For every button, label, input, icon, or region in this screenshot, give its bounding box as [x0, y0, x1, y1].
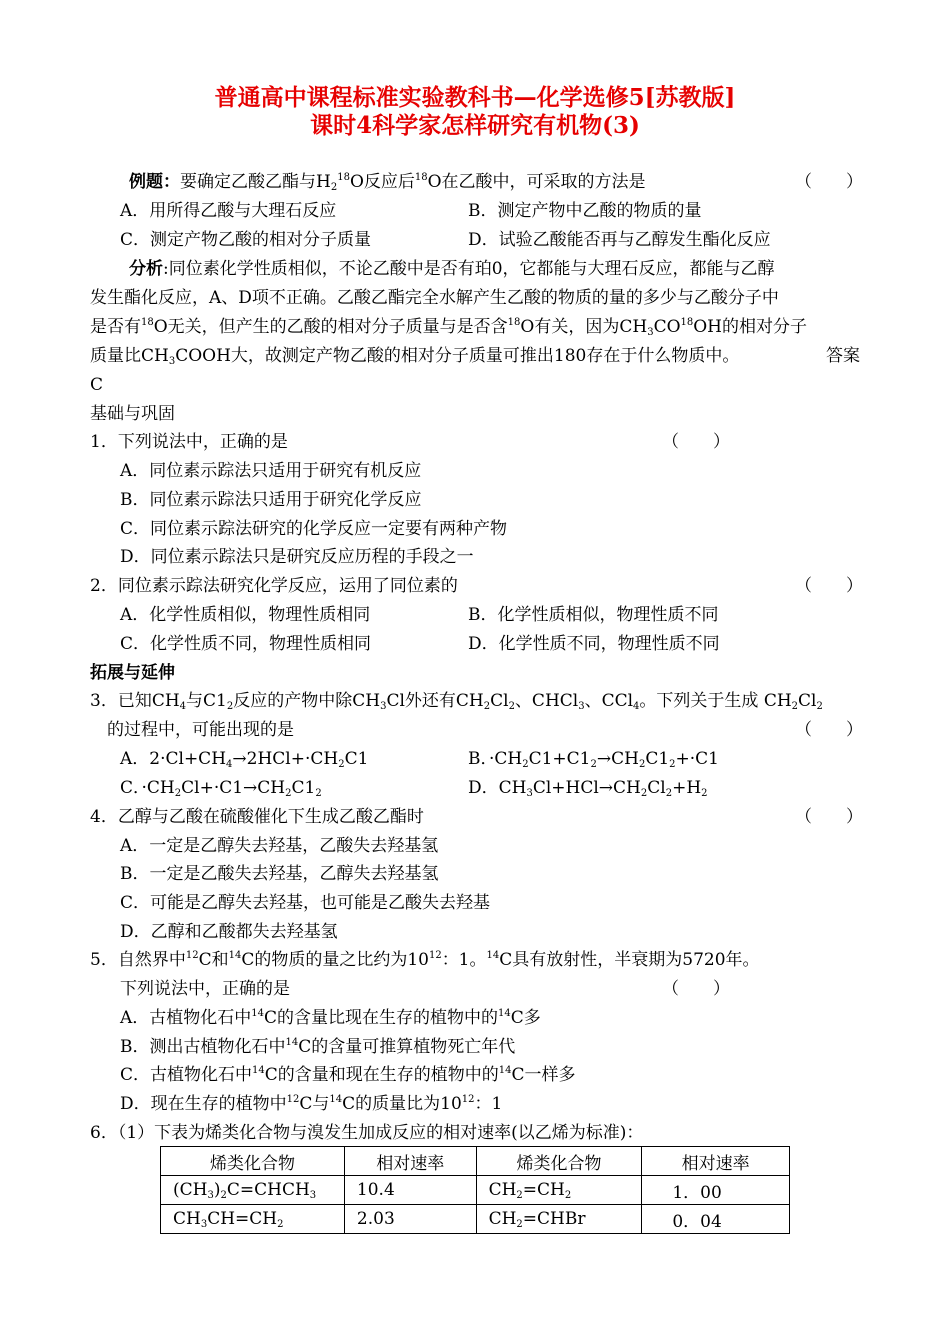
table-cell: $(CH_3)_2C=CHCH_3$ — [161, 1176, 345, 1205]
q3-option-a: A．$2\cdot Cl+CH_4\to 2HCl+\cdot CH_2C1$ — [120, 749, 369, 770]
q5-answer-paren[interactable]: （ ） — [662, 979, 730, 999]
q1-option-b: B．同位素示踪法只适用于研究化学反应 — [120, 490, 422, 510]
q5-option-a: A．古植物化石中$^{14}$C的含量比现在生存的植物中的$^{14}$C多 — [120, 1008, 541, 1028]
example-question: 例题：要确定乙酸乙酯与$H_2^{18}O$反应后$^{18}$O在乙酸中，可采取的方法是 — [129, 172, 646, 193]
answer-paren[interactable]: （ ） — [795, 172, 863, 192]
q3-answer-paren[interactable]: （ ） — [795, 720, 863, 740]
option-b: B．测定产物中乙酸的物质的量 — [468, 201, 702, 221]
q2-stem: 2．同位素示踪法研究化学反应，运用了同位素的 — [90, 576, 458, 596]
analysis-line-1: 分析:同位素化学性质相似，不论乙酸中是否有珀0，它都能与大理石反应，都能与乙醇 — [129, 259, 775, 279]
table-cell: 1．00 — [642, 1176, 790, 1205]
q1-answer-paren[interactable]: （ ） — [662, 432, 730, 452]
q4-answer-paren[interactable]: （ ） — [795, 807, 863, 827]
table-header-cell: 相对速率 — [344, 1147, 476, 1176]
q4-option-a: A．一定是乙醇失去羟基，乙酸失去羟基氢 — [120, 836, 439, 856]
answer-label: 答案 — [826, 346, 860, 366]
rate-table — [160, 1146, 790, 1234]
q2-option-d: D．化学性质不同，物理性质不同 — [468, 634, 720, 654]
option-c: C．测定产物乙酸的相对分子质量 — [120, 230, 372, 250]
table-cell: $CH_2=CHBr$ — [476, 1205, 642, 1234]
section-heading-basics: 基础与巩固 — [90, 404, 175, 424]
q3-stem: 3．已知$CH_4$与$C1_2$反应的产物中除$CH_3Cl$外还有$CH_2Cl_2$、CHCl$_3$、CCl$_4$。下列关于生成 $CH_2Cl_2$ — [90, 691, 823, 712]
q3-option-c: C．$\cdot CH_2Cl+\cdot C1\to CH_2C1_2$ — [120, 778, 322, 799]
q2-option-c: C．化学性质不同，物理性质相同 — [120, 634, 372, 654]
answer-value: C — [90, 375, 104, 395]
q4-option-b: B．一定是乙酸失去羟基，乙醇失去羟基氢 — [120, 864, 439, 884]
table-cell: 0．04 — [642, 1205, 790, 1234]
analysis-line-3: 是否有$^{18}$O无关，但产生的乙酸的相对分子质量与是否含$^{18}$O有关，因为$CH_3CO^{18}OH$的相对分子 — [90, 317, 808, 338]
analysis-line-2: 发生酯化反应，A、D项不正确。乙酸乙酯完全水解产生乙酸的物质的量的多少与乙酸分子中 — [90, 288, 779, 308]
table-row — [161, 1176, 790, 1205]
q1-stem: 1．下列说法中，正确的是 — [90, 432, 288, 452]
table-cell: 10.4 — [344, 1176, 476, 1205]
title-line-2: 课时4科学家怎样研究有机物(3) — [310, 112, 640, 139]
q5-stem: 5．自然界中$^{12}$C和$^{14}$C的物质的量之比约为$10^{12}$：1。$^{14}$C具有放射性，半衰期为5720年。 — [90, 950, 760, 970]
q5-option-d: D．现在生存的植物中$^{12}$C与$^{14}$C的质量比为$10^{12}$：1 — [120, 1094, 503, 1114]
q4-option-c: C．可能是乙醇失去羟基，也可能是乙酸失去羟基 — [120, 893, 491, 913]
q3-option-d: D．$CH_3Cl+HCl\to CH_2Cl_2+H_2$ — [468, 778, 708, 799]
table-header-cell: 相对速率 — [642, 1147, 790, 1176]
section-heading-extension: 拓展与延伸 — [90, 663, 175, 683]
option-a: A．用所得乙酸与大理石反应 — [120, 201, 337, 221]
q3-option-b: B．$\cdot CH_2C1+C1_2\to CH_2C1_2+\cdot C1$ — [468, 749, 720, 770]
q2-answer-paren[interactable]: （ ） — [795, 576, 863, 596]
analysis-line-4: 质量比$CH_3COOH$大，故测定产物乙酸的相对分子质量可推出180存在于什么物质中。 — [90, 346, 740, 367]
table-row — [161, 1205, 790, 1234]
q1-option-c: C．同位素示踪法研究的化学反应一定要有两种产物 — [120, 519, 508, 539]
analysis-label: 分析 — [129, 259, 163, 279]
title-line-1: 普通高中课程标准实验教科书—化学选修5[苏教版] — [214, 84, 736, 111]
q1-option-a: A．同位素示踪法只适用于研究有机反应 — [120, 461, 422, 481]
q3-stem-line-2: 的过程中，可能出现的是 — [107, 720, 294, 740]
option-d: D．试验乙酸能否再与乙醇发生酯化反应 — [468, 230, 771, 250]
q5-option-c: C．古植物化石中$^{14}$C的含量和现在生存的植物中的$^{14}$C一样多 — [120, 1065, 576, 1085]
q5-option-b: B．测出古植物化石中$^{14}$C的含量可推算植物死亡年代 — [120, 1037, 516, 1057]
table-header-row — [161, 1147, 790, 1176]
table-cell: $CH_2=CH_2$ — [476, 1176, 642, 1205]
q4-option-d: D．乙醇和乙酸都失去羟基氢 — [120, 922, 338, 942]
example-label: 例题： — [129, 172, 180, 192]
table-header-cell: 烯类化合物 — [161, 1147, 345, 1176]
q1-option-d: D．同位素示踪法只是研究反应历程的手段之一 — [120, 547, 474, 567]
table-cell: $CH_3CH=CH_2$ — [161, 1205, 345, 1234]
q6-stem: 6．（1）下表为烯类化合物与溴发生加成反应的相对速率(以乙烯为标准)： — [90, 1123, 644, 1143]
q4-stem: 4．乙醇与乙酸在硫酸催化下生成乙酸乙酯时 — [90, 807, 424, 827]
table-header-cell: 烯类化合物 — [476, 1147, 642, 1176]
q5-stem-line-2: 下列说法中，正确的是 — [120, 979, 290, 999]
table-cell: 2.03 — [344, 1205, 476, 1234]
q2-option-a: A．化学性质相似，物理性质相同 — [120, 605, 371, 625]
q2-option-b: B．化学性质相似，物理性质不同 — [468, 605, 719, 625]
